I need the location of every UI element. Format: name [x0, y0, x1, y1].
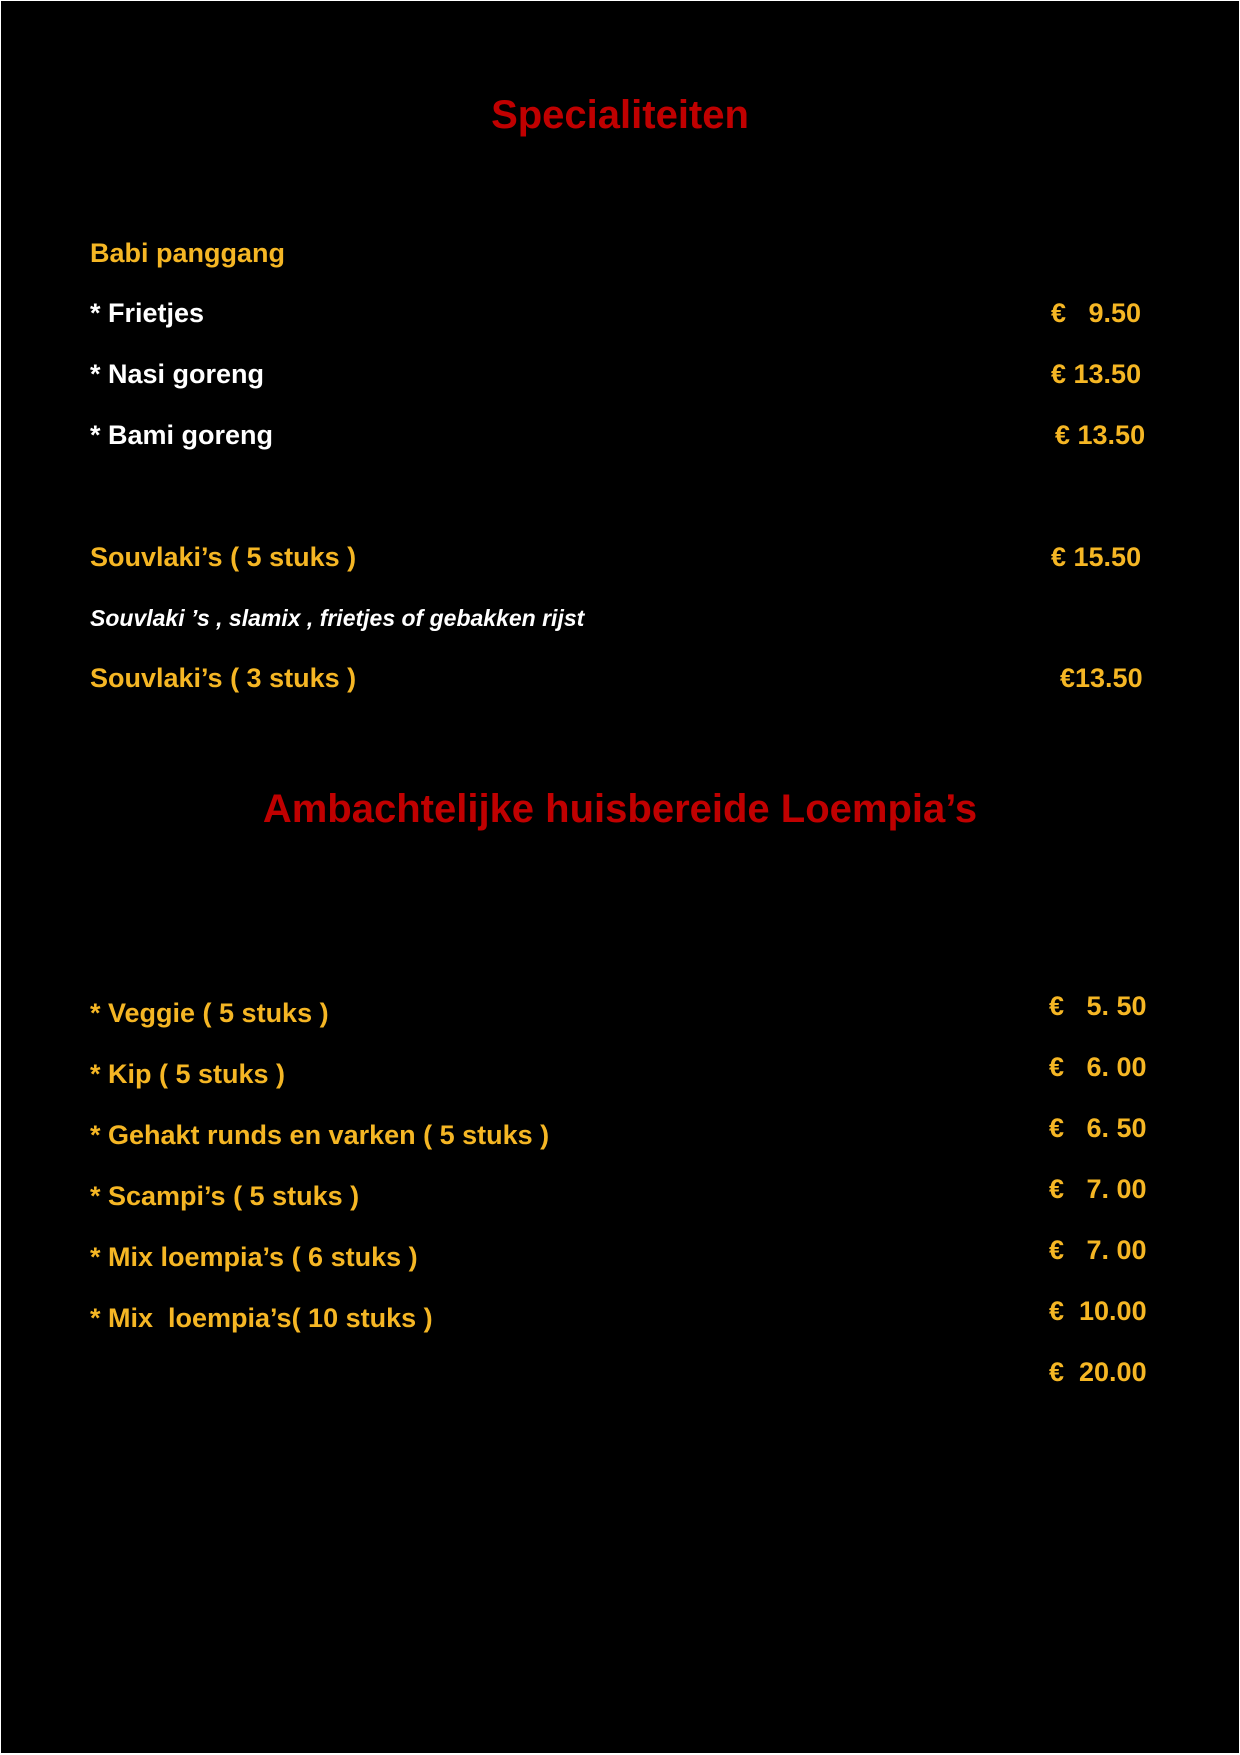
section-title-loempias: Ambachtelijke huisbereide Loempia’s — [262, 787, 978, 831]
price-gehakt: € 6. 50 — [1049, 1113, 1147, 1143]
menu-item-nasi-goreng: * Nasi goreng — [90, 359, 265, 389]
price-souvlaki-3: €13.50 — [1060, 663, 1143, 693]
babi-panggang-label: Babi panggang — [90, 238, 285, 268]
price-frietjes: € 9.50 — [1051, 298, 1142, 328]
menu-item-souvlaki-3: Souvlaki’s ( 3 stuks ) — [90, 663, 357, 693]
menu-item-frietjes: * Frietjes — [90, 298, 205, 328]
price-kip: € 6. 00 — [1049, 1052, 1147, 1082]
souvlaki-description: Souvlaki ’s , slamix , frietjes of gebakken rijst — [90, 605, 585, 631]
price-scampi: € 7. 00 — [1049, 1174, 1147, 1204]
price-nasi-goreng: € 13.50 — [1051, 359, 1142, 389]
menu-item-kip: * Kip ( 5 stuks ) — [90, 1059, 286, 1089]
price-extra: € 20.00 — [1049, 1357, 1147, 1387]
price-souvlaki-5: € 15.50 — [1051, 542, 1142, 572]
menu-item-souvlaki-5: Souvlaki’s ( 5 stuks ) — [90, 542, 357, 572]
price-mix-6: € 7. 00 — [1049, 1235, 1147, 1265]
price-veggie: € 5. 50 — [1049, 991, 1147, 1021]
menu-item-bami-goreng: * Bami goreng — [90, 420, 274, 450]
menu-item-veggie: * Veggie ( 5 stuks ) — [90, 998, 329, 1028]
price-mix-10: € 10.00 — [1049, 1296, 1147, 1326]
menu-item-gehakt: * Gehakt runds en varken ( 5 stuks ) — [90, 1120, 550, 1150]
price-bami-goreng: € 13.50 — [1055, 420, 1146, 450]
menu-page — [1, 1, 1239, 1753]
menu-item-scampi: * Scampi’s ( 5 stuks ) — [90, 1181, 360, 1211]
menu-item-mix-10: * Mix loempia’s( 10 stuks ) — [90, 1303, 433, 1333]
section-title-specialiteiten: Specialiteiten — [491, 93, 749, 137]
menu-item-mix-6: * Mix loempia’s ( 6 stuks ) — [90, 1242, 418, 1272]
